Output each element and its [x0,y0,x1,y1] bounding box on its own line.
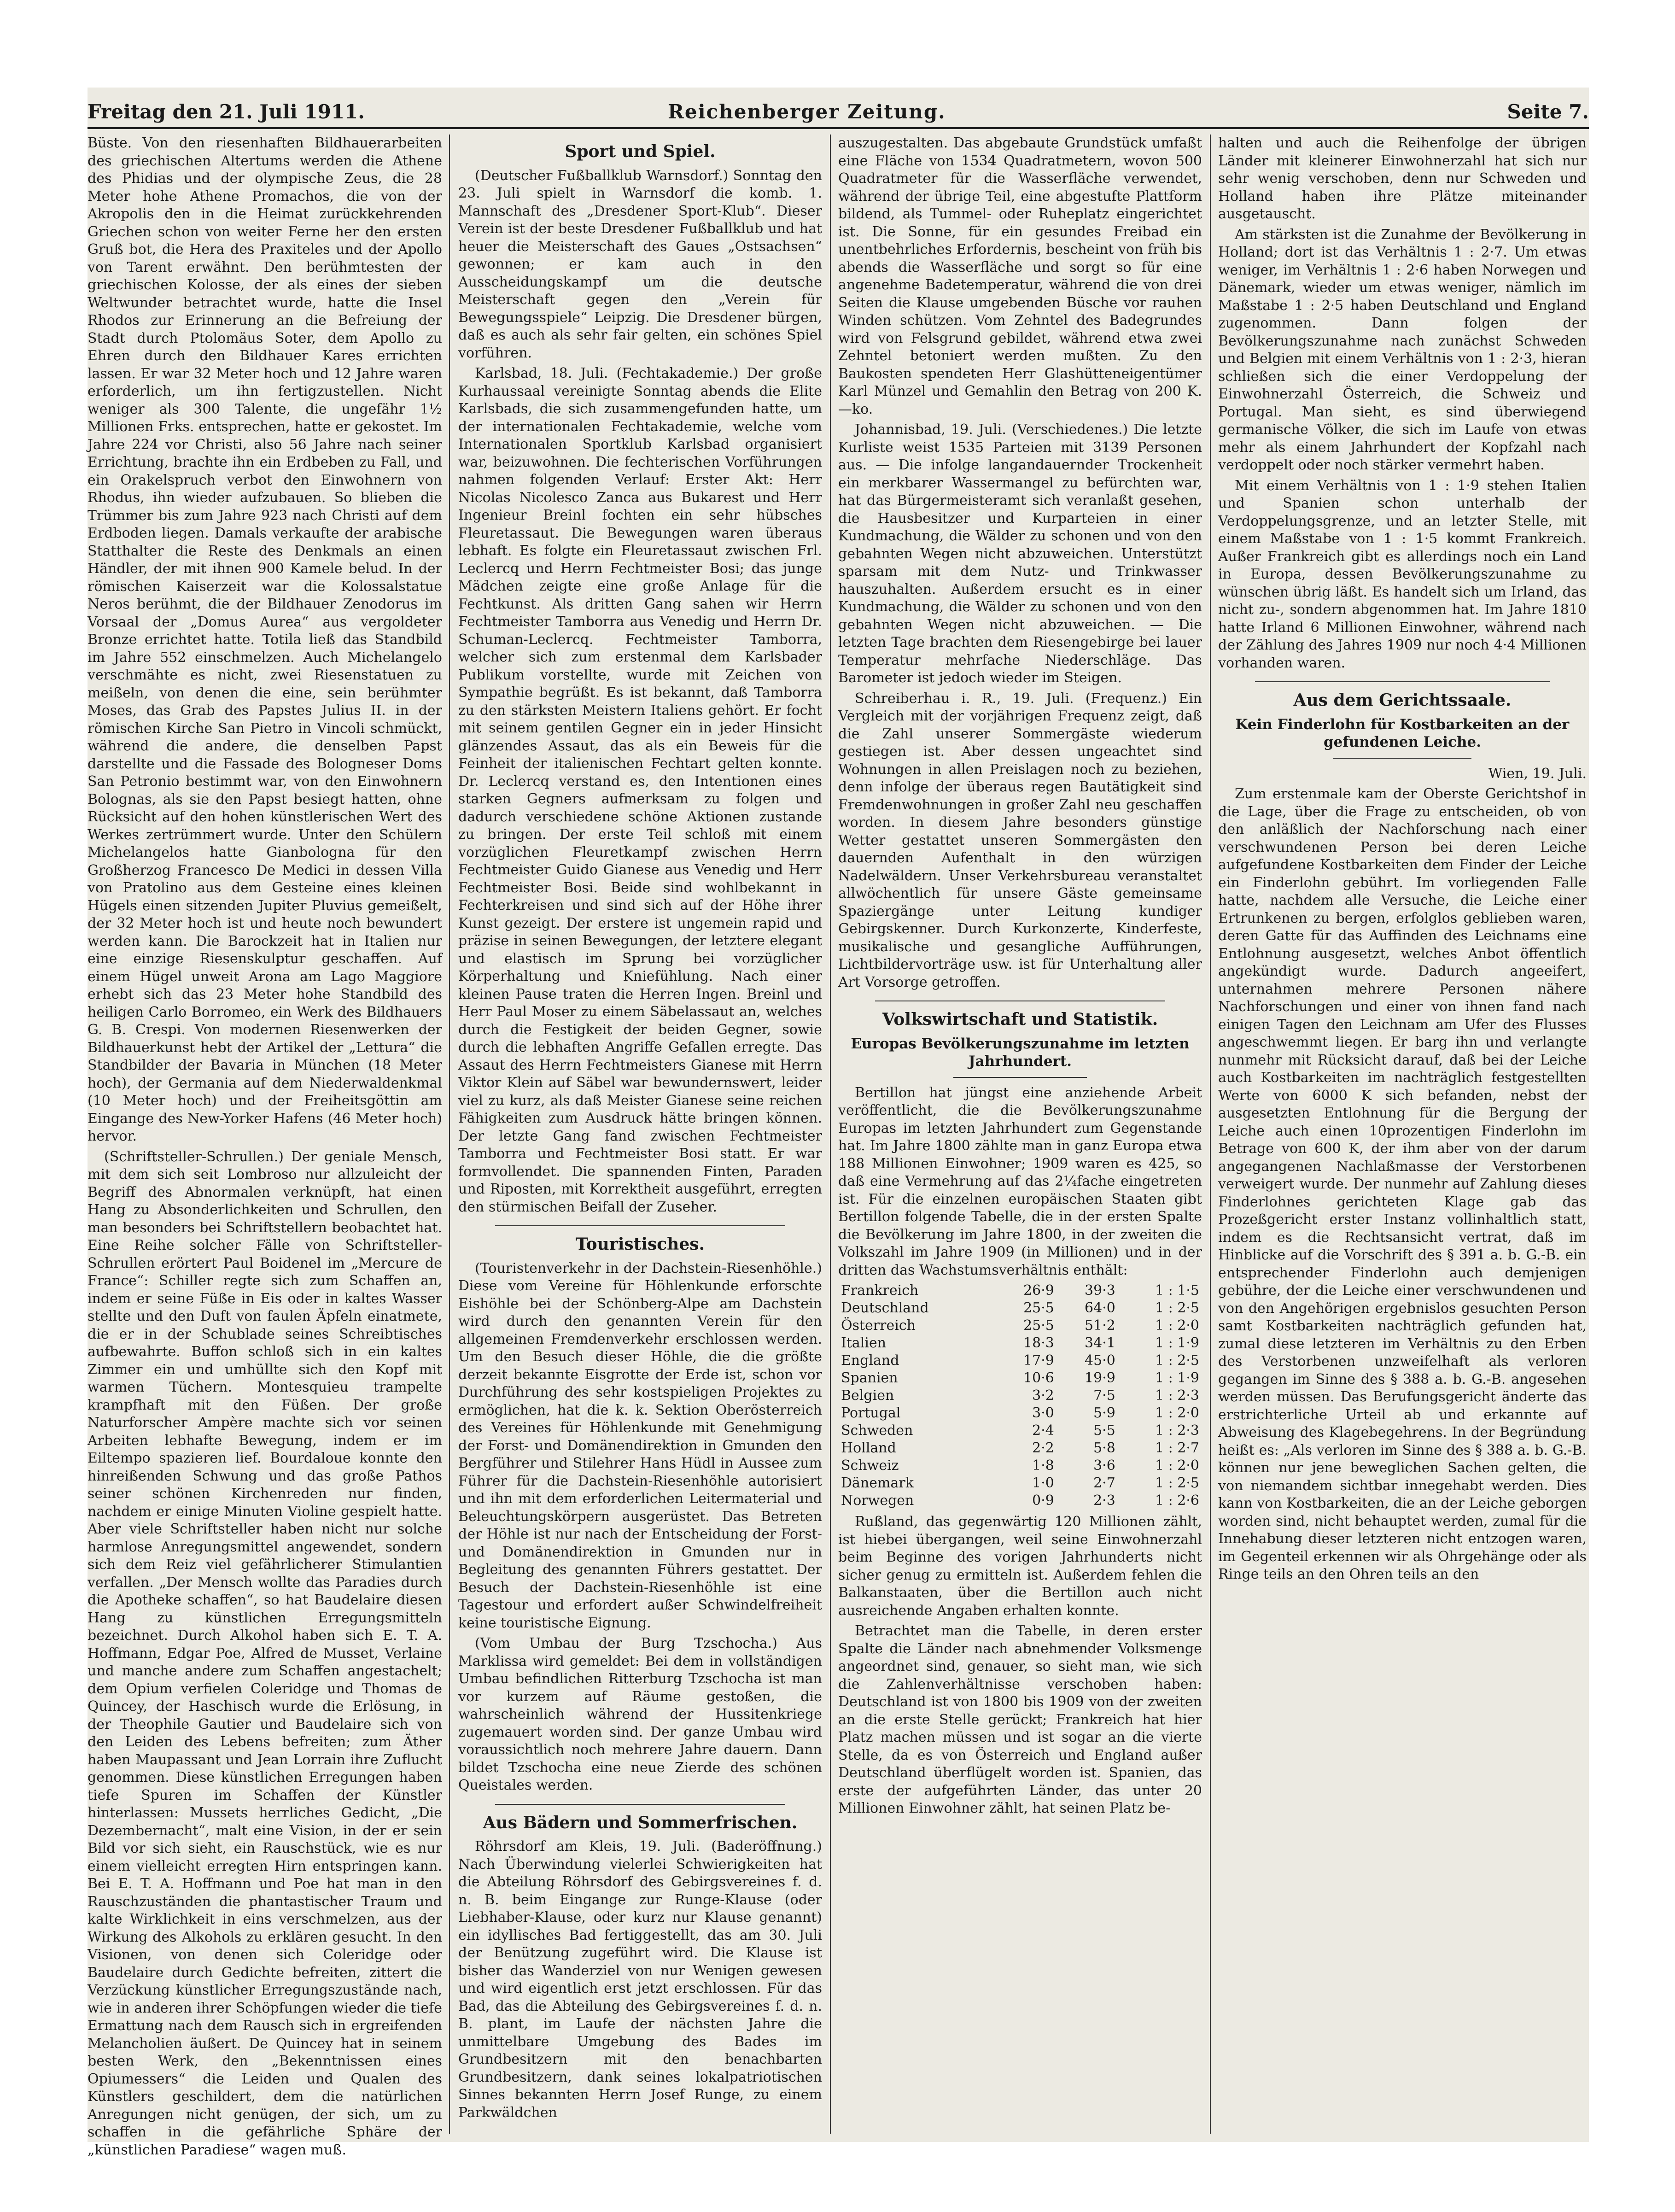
article-paragraph: auszugestalten. Das abgebaute Grundstück umfaßt eine Fläche von 1534 Quadratmetern, wovon 500 Quadratmeter für die Wasserfläche verwendet, während der übrige Teil, eine abgestufte Plattform bildend, als Tummel- oder Ruheplatz eingerichtet ist. Die Sonne, für ein gesundes Freibad ein unentbehrliches Erfordernis, bescheint von früh bis abends die Wasserfläche und sorgt so für eine angenehme Badetemperatur, während die von drei Seiten die Klause umgebenden Büsche vor rauhen Winden schützen. Vom Zehntel des Badegrundes wird von Felsgrund gebildet, während etwa zwei Zehntel betoniert werden mußten. Zu den Baukosten spendeten Herr Glashütteneigentümer Karl Münzel und Gemahlin den Betrag von 200 K. —ko. [838,135,1202,417]
table-row [838,1404,1202,1422]
value-cell: 0·9 [1032,1492,1054,1509]
value-cell: 7·5 [1093,1387,1115,1404]
article-paragraph: Büste. Von den riesenhaften Bildhauerarbeiten des griechischen Altertums werden die Athene des Phidias und der olympische Zeus, die 28 Meter hohe Athene Promachos, die von der Akropolis den in die Heimat zurückkehrenden Griechen schon von weiter Ferne her den ersten Gruß bot, die Hera des Praxiteles und der Apollo von Tarent erwähnt. Den berühmtesten der griechischen Kolosse, der als eines der sieben Weltwunder betrachtet wurde, hatte die Insel Rhodos zur Erinnerung an die Befreiung der Stadt durch Ptolomäus Soter, dem Apollo zu Ehren durch den Bildhauer Kares errichten lassen. Er war 32 Meter hoch und 12 Jahre waren erforderlich, um ihn fertigzustellen. Nicht weniger als 300 Talente, die ungefähr 1½ Millionen Frks. entsprechen, hatte er gekostet. Im Jahre 224 vor Christi, also 56 Jahre nach seiner Errichtung, brachte ihn ein Erdbeben zu Fall, und ein Orakelspruch verbot den Einwohnern von Rhodus, ihn wieder aufzubauen. So blieben die Trümmer bis zum Jahre 923 nach Christi auf dem Erdboden liegen. Damals verkaufte der arabische Statthalter die Reste des Denkmals an einen Händler, der mit ihnen 900 Kamele belud. In der römischen Kaiserzeit war die Kolossalstatue Neros berühmt, die der Bildhauer Zenodorus im Vorsaal der „Domus Aurea“ aus vergoldeter Bronze errichtet hatte. Totila ließ das Standbild im Jahre 552 einschmelzen. Auch Michelangelo verschmähte es nicht, zwei Riesenstatuen zu meißeln, von denen die eine, sein berühmter Moses, das Grab des Papstes Julius II. in der römischen Kirche San Pietro in Vincoli schmückt, während die andere, die denselben Papst darstellte und die Fassade des Bologneser Doms San Petronio bestimmt war, von den Einwohnern Bolognas, als sie den Papst besiegt hatten, ohne Rücksicht auf den hohen künstlerischen Wert des Werkes zertrümmert wurde. Unter den Schülern Michelangelos hatte Gianbologna für den Großherzog Francesco De Medici in dessen Villa von Pratolino aus dem Gesteine eines kleinen Hügels einen sitzenden Jupiter Pluvius gemeißelt, der 32 Meter hoch ist und heute noch bewundert werden kann. Die Barockzeit hat in Italien nur eine einzige Riesenskulptur geschaffen. Auf einem Hügel unweit Arona am Lago Maggiore erhebt sich das 23 Meter hohe Standbild des heiligen Carlo Borromeo, ein Werk des Bildhauers G. B. Crespi. Von modernen Riesenwerken der Bildhauerkunst hebt der Artikel der „Lettura“ die Standbilder der Bavaria in München (18 Meter hoch), der Germania auf dem Niederwaldenkmal (10 Meter hoch) und der Freiheitsgöttin am Eingange des New-Yorker Hafens (46 Meter hoch) hervor. [88,135,442,1144]
value-cell: 2·7 [1093,1475,1115,1491]
value-cell: 10·6 [1023,1370,1054,1386]
country-cell: Portugal [841,1405,901,1421]
value-cell: 1 : 2·5 [1155,1352,1199,1369]
article-paragraph: (Deutscher Fußballklub Warnsdorf.) Sonntag den 23. Juli spielt in Warnsdorf die komb. 1. Mannschaft des „Dresdener Sport-Klub“. Dieser Verein ist der beste Dresdener Fußballklub und hat heuer die Meisterschaft des Gaues „Ostsachsen“ gewonnen; er kam auch in den Ausscheidungskampf um die deutsche Meisterschaft gegen den „Verein für Bewegungsspiele“ Leipzig. Die Dresdener bürgen, daß es auch als sehr fair gelten, ein schönes Spiel vorführen. [458,167,822,361]
value-cell: 1 : 2·5 [1155,1300,1199,1316]
country-cell: Frankreich [841,1282,919,1299]
value-cell: 39·3 [1085,1282,1115,1299]
section-rule [495,1225,785,1226]
country-cell: Norwegen [841,1492,914,1509]
table-row [838,1492,1202,1510]
table-row [838,1422,1202,1440]
article-paragraph: Zum erstenmale kam der Oberste Gerichtshof in die Lage, über die Frage zu entscheiden, ob von den anläßlich der Nachforschung nach einer verschwundenen Person bei deren Leiche aufgefundene Kostbarkeiten dem Finder der Leiche ein Finderlohn gebührt. Im vorliegenden Falle hatte, nachdem alle Versuche, die Leiche einer Ertrunkenen zu bergen, erfolglos geblieben waren, deren Gatte für das Auffinden des Leichnams eine Entlohnung ausgesetzt, welches Anbot öffentlich angekündigt wurde. Dadurch angeeifert, unternahmen mehrere Personen nähere Nachforschungen und einer von ihnen fand nach einigen Tagen den Leichnam am Ufer des Flusses angeschwemmt liegen. Er barg ihn und verlangte nunmehr mit Rücksicht darauf, daß bei der Leiche auch Kostbarkeiten im nachträglich festgestellten Werte von 6000 K sich befanden, nebst der ausgesetzten Entlohnung für die Bergung der Leiche auch einen 10prozentigen Finderlohn im Betrage von 600 K, der ihm aber von der darum angegangenen Nachlaßmasse der Verstorbenen verweigert wurde. Der nunmehr auf Zahlung dieses Finderlohnes gerichteten Klage gab das Prozeßgericht erster Instanz vollinhaltlich statt, indem es die Rechtsansicht vertrat, daß im Hinblicke auf die Vorschrift des § 391 a. b. G.-B. ein entsprechender Finderlohn auch demjenigen gebühre, der die Leiche einer verschwundenen und von den Angehörigen ergebnislos gesuchten Person samt Kostbarkeiten nachträglich gefunden hat, zumal diese letzteren im Verhältnis zu den Erben des Verstorbenen unzweifelhaft als verloren gegangen im Sinne des § 388 a. b. G.-B. angesehen werden müssen. Das Berufungsgericht änderte das erstrichterliche Urteil ab und erkannte auf Abweisung des Klagebegehrens. In der Begründung heißt es: „Als verloren im Sinne des § 388 a. b. G.-B. können nur jene beweglichen Sachen gelten, die von niemandem sichtbar innegehabt werden. Dies kann von Kostbarkeiten, die an der Leiche geborgen worden sind, nicht behauptet werden, zumal für die Innehabung dieser letzteren nicht entzogen waren, im Gegenteil erkennen wir als Ohrgehänge oder als Ringe teils an den Ohren teils an den [1218,786,1587,1582]
value-cell: 1 : 1·9 [1155,1335,1199,1351]
column-divider [830,135,831,2134]
article-paragraph: Betrachtet man die Tabelle, in deren erster Spalte die Länder nach abnehmender Volksmenge angeordnet sind, genauer, so sieht man, wie sich die Zahlenverhältnisse verschoben haben: Deutschland ist von 1800 bis 1909 von der zweiten an die erste Stelle gerückt; Frankreich hat hier Platz machen müssen und ist sogar an die vierte Stelle, da es von Österreich und England außer Deutschland überflügelt worden ist. Spanien, das erste der aufgeführten Länder, das unter 20 Millionen Einwohner zählt, hat seinen Platz be- [838,1623,1202,1816]
value-cell: 2·2 [1032,1440,1054,1456]
article-paragraph: (Touristenverkehr in der Dachstein-Riesenhöhle.) Diese vom Vereine für Höhlenkunde erforschte Eishöhle bei der Schönberg-Alpe am Dachstein wird durch den genannten Verein für den allgemeinen Fremdenverkehr erschlossen werden. Um den Besuch dieser Höhle, die die größte derzeit bekannte Eisgrotte der Erde ist, schon vor Durchführung des sehr kostspieligen Projektes zu ermöglichen, hat die k. k. Sektion Oberösterreich des Vereines für Höhlenkunde mit Genehmigung der Forst- und Domänendirektion in Gmunden den Bergführer und Stilehrer Hans Hüdl in Aussee zum Führer für die Dachstein-Riesenhöhle autorisiert und ihn mit dem erforderlichen Leitermaterial und Beleuchtungskörpern ausgerüstet. Das Betreten der Höhle ist nur nach der Entscheidung der Forst- und Domänendirektion in Gmunden nur in Begleitung des genannten Führers gestattet. Der Besuch der Dachstein-Riesenhöhle ist eine Tagestour und erfordert außer Schwindelfreiheit keine touristische Eignung. [458,1260,822,1631]
value-cell: 3·6 [1093,1457,1115,1474]
value-cell: 1 : 1·5 [1155,1282,1199,1299]
column-1 [88,135,442,2158]
table-row [838,1352,1202,1369]
value-cell: 1 : 2·5 [1155,1475,1199,1491]
section-rule [1255,681,1550,682]
article-paragraph: halten und auch die Reihenfolge der übrigen Länder mit kleinerer Einwohnerzahl hat sich nur sehr wenig verschoben, denn nur Schweden und Holland haben ihre Plätze miteinander ausgetauscht. [1218,135,1587,222]
country-cell: Italien [841,1335,887,1351]
country-cell: Spanien [841,1370,898,1386]
article-headline: Kein Finderlohn für Kostbarkeiten an der gefundenen Leiche. [1235,716,1570,750]
section-title-touristisches: Touristisches. [575,1235,705,1254]
value-cell: 25·5 [1023,1317,1054,1334]
value-cell: 5·9 [1093,1405,1115,1421]
column-divider [1210,135,1211,2134]
table-row [838,1440,1202,1457]
table-row [838,1334,1202,1352]
value-cell: 1·8 [1032,1457,1054,1474]
header-date: Freitag den 21. Juli 1911. [88,100,365,123]
value-cell: 45·0 [1085,1352,1115,1369]
section-title-gerichtssaal: Aus dem Gerichtssaale. [1293,691,1512,710]
country-cell: Österreich [841,1317,916,1334]
value-cell: 51·2 [1085,1317,1115,1334]
table-row [838,1317,1202,1334]
article-paragraph: Röhrsdorf am Kleis, 19. Juli. (Baderöffnung.) Nach Überwindung vielerlei Schwierigkeiten hat die Abteilung Röhrsdorf des Gebirgsvereines f. d. n. B. beim Eingange zur Runge-Klause (oder Liebhaber-Klause, oder kurz nur Klause genannt) ein idyllisches Bad fertiggestellt, das am 30. Juli der Benützung zugeführt wird. Die Klause ist bisher das Wanderziel von nur Wenigen gewesen und wird eigentlich erst jetzt erschlossen. Für das Bad, das die Abteilung des Gebirgsvereines f. d. n. B. plant, im Laufe der nächsten Jahre die unmittelbare Umgebung des Bades im Grundbesitzern mit den benachbarten Grundbesitzern, dank seines lokalpatriotischen Sinnes bekannten Herrn Josef Runge, zu einem Parkwäldchen [458,1838,822,2121]
value-cell: 1 : 2·0 [1155,1405,1199,1421]
value-cell: 18·3 [1023,1335,1054,1351]
value-cell: 1 : 2·6 [1155,1492,1199,1509]
value-cell: 1 : 2·3 [1155,1422,1199,1439]
section-title-volkswirtschaft: Volkswirtschaft und Statistik. [882,1010,1158,1029]
column-4 [1218,135,1587,2134]
newspaper-page [88,88,1589,2158]
value-cell: 5·8 [1093,1440,1115,1456]
value-cell: 2·3 [1093,1492,1115,1509]
country-cell: Belgien [841,1387,894,1404]
value-cell: 17·9 [1023,1352,1054,1369]
column-2 [458,135,822,2134]
country-cell: Schweden [841,1422,913,1439]
country-cell: Dänemark [841,1475,914,1491]
value-cell: 1 : 2·0 [1155,1317,1199,1334]
country-cell: Holland [841,1440,896,1456]
value-cell: 1·0 [1032,1475,1054,1491]
article-paragraph: Rußland, das gegenwärtig 120 Millionen zählt, ist hiebei übergangen, weil seine Einwohnerzahl beim Beginne des vorigen Jahrhunderts nicht sicher genug zu ermitteln ist. Außerdem fehlen die Balkanstaaten, über die Bertillon auch nicht ausreichende Angaben erhalten konnte. [838,1514,1202,1619]
article-paragraph: (Schriftsteller-Schrullen.) Der geniale Mensch, mit dem sich seit Lombroso nur allzuleicht der Begriff des Abnormalen verknüpft, hat einen Hang zu Absonderlichkeiten und Schrullen, den man besonders bei Schriftstellern beobachtet hat. Eine Reihe solcher Fälle von Schriftsteller-Schrullen erörtert Paul Boidenel im „Mercure de France“: Schiller regte sich zum Schaffen an, indem er seine Füße in Eis oder in kaltes Wasser stellte und den Duft von faulen Äpfeln einatmete, die er in der Schublade seines Schreibtisches aufbewahrte. Buffon schloß sich in ein kaltes Zimmer ein und umhüllte sich den Kopf mit warmen Tüchern. Montesquieu trampelte krampfhaft mit den Füßen. Der große Naturforscher Ampère machte sich vor seinen Arbeiten lebhafte Bewegung, indem er im Eiltempo spazieren lief. Bourdaloue konnte den hinreißenden Schwung und das große Pathos seiner schönen Kirchenreden nur finden, nachdem er einige Minuten Violine gespielt hatte. Aber viele Schriftsteller haben nicht nur solche harmlose Anregungsmittel angewendet, sondern sich dem Reiz viel gefährlicherer Stimulantien verfallen. „Der Mensch wollte das Paradies durch die Apotheke schaffen“, so hat Baudelaire diesen Hang zu künstlichen Erregungsmitteln bezeichnet. Durch Alkohol haben sich E. T. A. Hoffmann, Edgar Poe, Alfred de Musset, Verlaine und manche andere zum Schaffen angestachelt; dem Opium verfielen Coleridge und Thomas de Quincey, der Haschisch wurde die Erlösung, in der Theophile Gautier und Baudelaire sich von den Leiden des Lebens befreiten; zum Äther haben Maupassant und Jean Lorrain ihre Zuflucht genommen. Diese künstlichen Erregungen haben tiefe Spuren im Schaffen der Künstler hinterlassen: Mussets herrliches Gedicht, „Die Dezembernacht“, malt eine Vision, in der er sein Bild vor sich sieht, ein Rauschstück, wie es nur einem vielleicht erregten Hirn entspringen kann. Bei E. T. A. Hoffmann und Poe hat man in den Rauschzuständen die phantastischer Traum und kalte Wirklichkeit in eins verschmelzen, aus der Wirkung des Alkohols zu erklären gesucht. In den Visionen, von denen sich Coleridge oder Baudelaire durch Gedichte befreiten, zittert die Verzückung künstlicher Erregungszustände nach, wie in anderen ihrer Schöpfungen wieder die tiefe Ermattung nach dem Rausch sich in ergreifenden Melancholien äußert. De Quincey hat in seinem besten Werk, den „Bekenntnissen eines Opiumessers“ die Leiden und Qualen des Künstlers geschildert, dem die natürlichen Anregungen nicht genügen, der sich, um zu schaffen in die gefährliche Sphäre der „künstlichen Paradiese“ wagen muß. [88,1148,442,2158]
value-cell: 5·5 [1093,1422,1115,1439]
table-row [838,1282,1202,1299]
value-cell: 2·4 [1032,1422,1054,1439]
country-cell: England [841,1352,899,1369]
article-paragraph: Karlsbad, 18. Juli. (Fechtakademie.) Der große Kurhaussaal vereinigte Sonntag abends die Elite Karlsbads, die sich zusammengefunden hatte, um der internationalen Fechtakademie, welche vom Internationalen Sportklub Karlsbad organisiert war, beizuwohnen. Die fechterischen Vorführungen nahmen folgenden Verlauf: Erster Akt: Herr Nicolas Nicolesco Zanca aus Bukarest und Herr Ingenieur Breinl fochten ein sehr hübsches Fleuretassaut. Die Bewegungen waren überaus lebhaft. Es folgte ein Fleuretassaut zwischen Frl. Leclercq und Herrn Fechtmeister Bosi; das junge Mädchen zeigte eine große Anlage für die Fechtkunst. Als dritten Gang sahen wir Herrn Fechtmeister Tamborra aus Venedig und Herrn Dr. Schuman-Leclercq. Fechtmeister Tamborra, welcher sich zum erstenmal dem Karlsbader Publikum vorstellte, wurde mit Zeichen von Sympathie begrüßt. Es ist bekannt, daß Tamborra zu den stärksten Meistern Italiens gehört. Er focht mit seinem gentilen Gegner ein in jeder Hinsicht glänzendes Assaut, das als ein Beweis für die Feinheit der italienischen Fechtart gelten konnte. Dr. Leclercq verstand es, den Intentionen eines starken Gegners aufmerksam zu folgen und dadurch verschiedene schöne Aktionen zustande zu bringen. Der erste Teil schloß mit einem vorzüglichen Fleuretkampf zwischen Herrn Fechtmeister Guido Gianese aus Venedig und Herr Fechtmeister Bosi. Beide sind wohlbekannt in Fechterkreisen und sind sich auf der Höhe ihrer Kunst gezeigt. Der erstere ist ungemein rapid und präzise in seinen Bewegungen, der letztere elegant und elastisch im Sprung bei vorzüglicher Körperhaltung und Kniefühlung. Nach einer kleinen Pause traten die Herren Ingen. Breinl und Herr Paul Moser zu einem Säbelassaut an, welches durch die Festigkeit der beiden Gegner, sowie durch die lebhaften Angriffe Gefallen erregte. Das Assaut des Herrn Fechtmeisters Gianese mit Herrn Viktor Klein auf Säbel war bewundernswert, leider viel zu kurz, als daß Meister Gianese seine reichen Fähigkeiten zum Ausdruck hätte bringen können. Der letzte Gang fand zwischen Fechtmeister Tamborra und Fechtmeister Bosi statt. Er war formvollendet. Die spannenden Finten, Paraden und Riposten, mit Korrektheit ausgeführt, erregten den stürmischen Beifall der Zuseher. [458,365,822,1215]
value-cell: 19·9 [1085,1370,1115,1386]
country-cell: Deutschland [841,1300,929,1316]
table-row [838,1457,1202,1475]
article-paragraph: (Vom Umbau der Burg Tzschocha.) Aus Marklissa wird gemeldet: Bei dem in vollständigen Umbau befindlichen Ritterburg Tzschocha ist man vor kurzem auf Räume gestoßen, die wahrscheinlich während der Hussitenkriege zugemauert worden sind. Der ganze Umbau wird voraussichtlich noch mehrere Jahre dauern. Dann bildet Tzschocha eine neue Zierde des schönen Queistales werden. [458,1635,822,1793]
header-page-number: Seite 7. [1507,100,1589,123]
population-table [838,1282,1202,1510]
column-3 [838,135,1202,2134]
headline-rule [953,1077,1087,1078]
value-cell: 64·0 [1085,1300,1115,1316]
article-paragraph: Mit einem Verhältnis von 1 : 1·9 stehen Italien und Spanien schon unterhalb der Verdoppelungsgrenze, und an letzter Stelle, mit einem Maßstabe von 1 : 1·5 kommt Frankreich. Außer Frankreich gibt es allerdings noch ein Land in Europa, dessen Bevölkerungszunahme zu wünschen übrig läßt. Es handelt sich um Irland, das nicht zu-, sondern abgenommen hat. Im Jahre 1810 hatte Irland 6 Millionen Einwohner, während nach der Zählung des Jahres 1909 nur noch 4·4 Millionen vorhanden waren. [1218,477,1587,671]
article-paragraph: Bertillon hat jüngst eine anziehende Arbeit veröffentlicht, die die Bevölkerungszunahme Europas im letzten Jahrhundert zum Gegenstande hat. Im Jahre 1800 zählte man in ganz Europa etwa 188 Millionen Einwohner; 1909 waren es 425, so daß eine Vermehrung auf das 2¼fache eingetreten ist. Für die einzelnen europäischen Staaten gibt Bertillon folgende Tabelle, die in der ersten Spalte die Bevölkerung im Jahre 1800, in der zweiten die Volkszahl im Jahre 1909 (in Millionen) und in der dritten das Wachstumsverhältnis enthält: [838,1084,1202,1278]
article-paragraph: Am stärksten ist die Zunahme der Bevölkerung in Holland; dort ist das Verhältnis 1 : 2·7. Um etwas weniger, im Verhältnis 1 : 2·6 haben Norwegen und Dänemark, wieder um etwas weniger, nämlich im Maßstabe 1 : 2·5 haben Deutschland und England zugenommen. Dann folgen der Bevölkerungszunahme nach zunächst Schweden und Belgien mit einem Verhältnis von 1 : 2·3, hieran schließen sich die einer Verdoppelung der Einwohnerzahl Österreich, die Schweiz und Portugal. Man sieht, es sind überwiegend germanische Völker, die sich im Laufe von etwas mehr als einem Jahrhundert der Kopfzahl nach verdoppelt oder noch stärker vermehrt haben. [1218,226,1587,473]
value-cell: 26·9 [1023,1282,1054,1299]
table-row [838,1369,1202,1387]
value-cell: 34·1 [1085,1335,1115,1351]
section-title-baeder: Aus Bädern und Sommerfrischen. [483,1813,798,1832]
value-cell: 1 : 2·3 [1155,1387,1199,1404]
section-title-sport: Sport und Spiel. [565,142,716,161]
headline-rule [1333,758,1471,759]
value-cell: 3·2 [1032,1387,1054,1404]
value-cell: 1 : 2·0 [1155,1457,1199,1474]
page-header [88,100,1589,124]
section-rule [495,1804,785,1805]
table-row [838,1299,1202,1317]
dateline: Wien, 19. Juli. [1488,765,1587,782]
value-cell: 1 : 1·9 [1155,1370,1199,1386]
header-rule [88,127,1589,129]
table-row [838,1475,1202,1492]
country-cell: Schweiz [841,1457,899,1474]
article-headline: Europas Bevölkerungszunahme im letzten Jahrhundert. [851,1035,1190,1070]
header-masthead: Reichenberger Zeitung. [668,100,946,123]
article-paragraph: Schreiberhau i. R., 19. Juli. (Frequenz.) Ein Vergleich mit der vorjährigen Frequenz zeigt, daß die Zahl unserer Sommergäste wiederum gestiegen ist. Aber dessen ungeachtet sind Wohnungen in allen Preislagen noch zu beziehen, denn infolge der überaus regen Bautätigkeit sind Fremdenwohnungen in großer Zahl neu geschaffen worden. In diesem Jahre besonders günstige Wetter gestattet unseren Sommergästen den dauernden Aufenthalt in den würzigen Nadelwäldern. Unser Verkehrsbureau veranstaltet allwöchentlich für unsere Gäste gemeinsame Spaziergänge unter Leitung kundiger Gebirgskenner. Durch Kurkonzerte, Kinderfeste, musikalische und gesangliche Aufführungen, Lichtbildervorträge usw. ist für Unterhaltung aller Art Vorsorge getroffen. [838,690,1202,990]
article-paragraph: Johannisbad, 19. Juli. (Verschiedenes.) Die letzte Kurliste weist 1535 Parteien mit 3139 Personen aus. — Die infolge langandauernder Trockenheit ein merkbarer Wassermangel zu befürchten war, hat das Bürgermeisteramt sich veranlaßt gesehen, die Hausbesitzer und Kurparteien in einer Kundmachung, die Wälder zu schonen und von den gebahnten Wegen nicht abzuweichen. Unterstützt sparsam mit dem Nutz- und Trinkwasser hauszuhalten. Außerdem ersucht es in einer Kundmachung, die Wälder zu schonen und von den gebahnten Wegen nicht abzuweichen. — Die letzten Tage brachten dem Riesengebirge bei lauer Temperatur mehrfache Niederschläge. Das Barometer ist jedoch wieder im Steigen. [838,421,1202,686]
table-row [838,1387,1202,1404]
column-divider [449,135,450,2134]
value-cell: 25·5 [1023,1300,1054,1316]
value-cell: 1 : 2·7 [1155,1440,1199,1456]
value-cell: 3·0 [1032,1405,1054,1421]
